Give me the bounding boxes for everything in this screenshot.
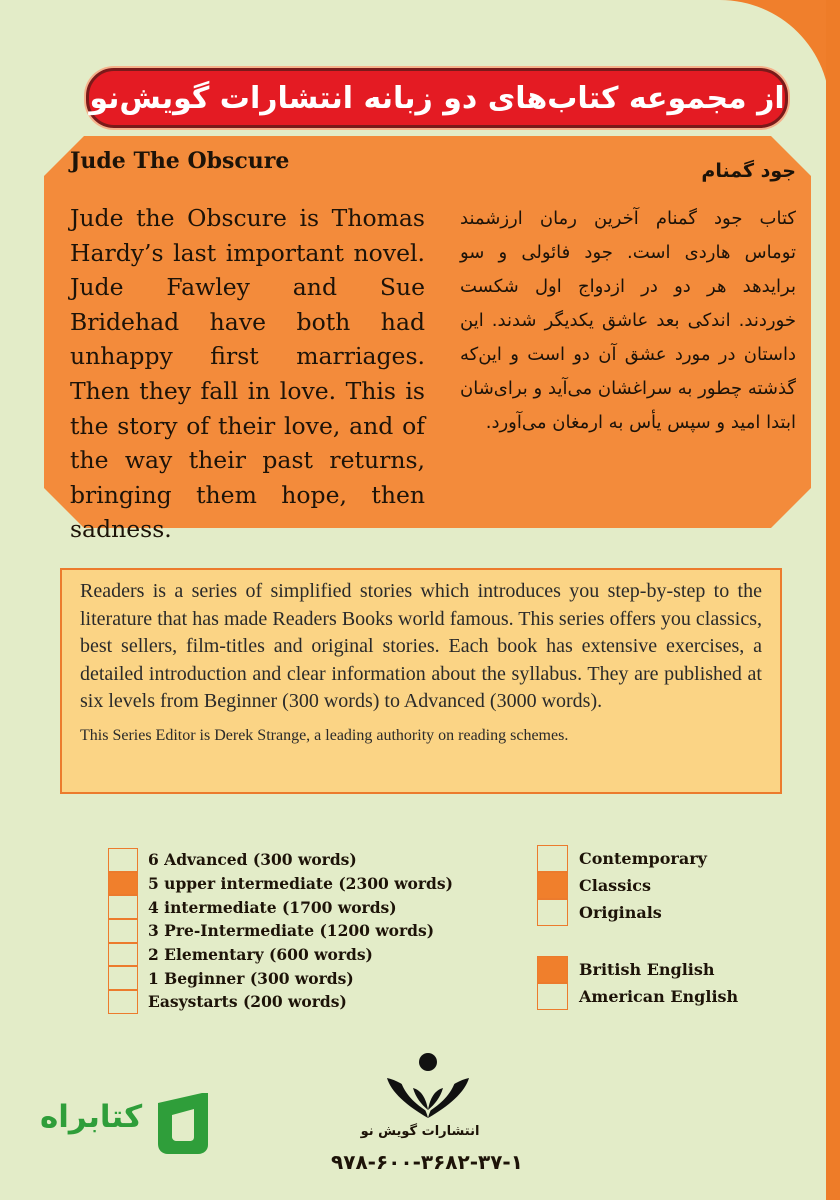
category-checkbox	[537, 899, 568, 926]
level-label: 3 Pre-Intermediate (1200 words)	[148, 921, 435, 941]
persian-summary: کتاب جود گمنام آخرین رمان ارزشمند توماس هاردی است. جود فائولی و سو برایدهد هر دو در ازدواج اول شکست خوردند. اندکی بعد عاشق یکدیگر شدند. این داستان در مورد عشق آن دو است و این‌که گذشته چطور به سراغشان می‌آید و برای‌شان ابتدا امید و سپس یأس به ارمغان می‌آورد.	[460, 208, 796, 433]
category-item	[537, 899, 707, 926]
category-label: Originals	[579, 903, 662, 922]
level-label: 6 Advanced (300 words)	[148, 850, 357, 870]
level-checkbox	[108, 848, 138, 872]
level-checkbox	[108, 919, 138, 943]
banner-text: از مجموعه کتاب‌های دو زبانه انتشارات گویش‌نو	[89, 80, 785, 116]
level-item	[108, 966, 453, 990]
category-item	[537, 845, 707, 872]
category-label: Classics	[579, 876, 652, 895]
category-checkbox	[537, 845, 568, 872]
level-checkbox	[108, 872, 138, 896]
category-checkbox	[537, 872, 568, 899]
series-info-box	[60, 568, 782, 794]
isbn-number: ۹۷۸-۶۰۰-۳۶۸۲-۳۷-۱	[331, 1150, 523, 1174]
level-checkbox	[108, 895, 138, 919]
publisher-logo-icon	[383, 1052, 473, 1122]
category-item	[537, 872, 707, 899]
series-banner	[86, 68, 788, 128]
edge-stripe	[826, 0, 840, 1200]
store-book-icon	[150, 1093, 216, 1155]
language-label: American English	[579, 987, 739, 1006]
level-label: 4 intermediate (1700 words)	[148, 897, 397, 917]
level-item	[108, 943, 453, 967]
series-editor-note: This Series Editor is Derek Strange, a leading authority on reading schemes.	[80, 726, 569, 744]
language-item	[537, 956, 738, 983]
level-item	[108, 919, 453, 943]
level-item	[108, 895, 453, 919]
category-list	[537, 845, 707, 926]
language-label: British English	[579, 960, 715, 979]
store-logo	[40, 1093, 216, 1155]
publisher-name: انتشارات گویش نو	[360, 1124, 480, 1139]
level-label: Easystarts (200 words)	[148, 992, 347, 1012]
level-item	[108, 848, 453, 872]
language-list	[537, 956, 738, 1010]
persian-book-title: جود گمنام	[701, 160, 796, 182]
english-summary: Jude the Obscure is Thomas Hardy’s last important novel. Jude Fawley and Sue Bridehad have both had unhappy first marriages. Then they fall in love. This is the story of their love, and of the way their past returns, bringing them hope, then sadness.	[70, 204, 425, 544]
language-item	[537, 983, 738, 1010]
level-checkbox	[108, 943, 138, 967]
level-list	[108, 848, 453, 1014]
store-name: کتابراه	[40, 1099, 143, 1135]
level-checkbox	[108, 990, 138, 1014]
english-book-title: Jude The Obscure	[70, 148, 290, 174]
level-item	[108, 872, 453, 896]
language-checkbox	[537, 983, 568, 1010]
category-label: Contemporary	[579, 849, 707, 868]
level-label: 1 Beginner (300 words)	[148, 968, 354, 988]
level-checkbox	[108, 966, 138, 990]
level-label: 5 upper intermediate (2300 words)	[148, 874, 453, 894]
language-checkbox	[537, 956, 568, 983]
level-label: 2 Elementary (600 words)	[148, 945, 373, 965]
series-description: Readers is a series of simplified stories which introduces you step-by-step to the literature that has made Readers Books world famous. This series offers you classics, best sellers, film-titles and original stories. Each book has extensive exercises, a detailed introduction and clear information about the syllabus. They are published at six levels from Beginner (300 words) to Advanced (3000 words).	[80, 580, 762, 712]
level-item	[108, 990, 453, 1014]
